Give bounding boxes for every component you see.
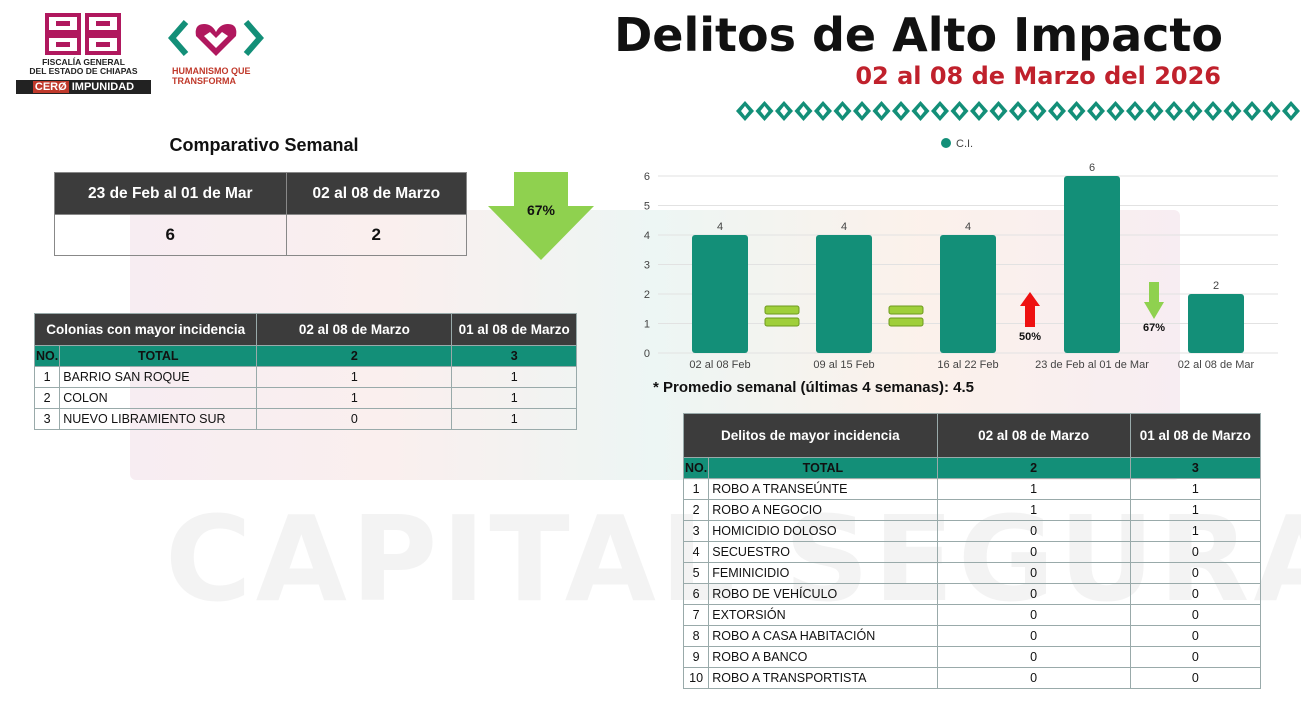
row-curr: 0: [937, 563, 1130, 584]
logo2-line2: TRANSFORMA: [172, 76, 236, 86]
row-no: 5: [684, 563, 709, 584]
delitos-header-curr: 02 al 08 de Marzo: [937, 414, 1130, 458]
total-label: TOTAL: [709, 458, 937, 479]
row-no: 6: [684, 584, 709, 605]
row-curr: 0: [937, 647, 1130, 668]
table-row: [35, 367, 577, 388]
table-row: [684, 521, 1261, 542]
row-prev: 0: [1130, 626, 1260, 647]
row-name: COLON: [60, 388, 257, 409]
data-label: 6: [1088, 162, 1096, 174]
delitos-header-prev: 01 al 08 de Marzo: [1130, 414, 1260, 458]
total-label: TOTAL: [60, 346, 257, 367]
table-row: [684, 479, 1261, 500]
comp-header-prev: 23 de Feb al 01 de Mar: [55, 173, 287, 215]
row-no: 9: [684, 647, 709, 668]
up-arrow-icon: [1020, 292, 1040, 327]
table-row: [35, 388, 577, 409]
row-name: BARRIO SAN ROQUE: [60, 367, 257, 388]
row-prev: 1: [452, 409, 577, 430]
x-tick-label: 23 de Feb al 01 de Mar: [1035, 359, 1149, 371]
row-no: 3: [684, 521, 709, 542]
legend-swatch: [941, 138, 951, 148]
row-name: EXTORSIÓN: [709, 605, 937, 626]
table-total-row: [684, 458, 1261, 479]
row-no: 7: [684, 605, 709, 626]
promedio-text: * Promedio semanal (últimas 4 semanas): 4.5: [653, 379, 974, 396]
decorative-band: [734, 100, 1301, 122]
total-prev: 3: [1130, 458, 1260, 479]
row-curr: 0: [937, 521, 1130, 542]
fiscalia-emblem-icon: [44, 12, 122, 56]
row-curr: 1: [937, 479, 1130, 500]
down-arrow-icon: [1144, 282, 1164, 319]
logo2-line1: HUMANISMO QUE: [172, 66, 251, 76]
row-no: 10: [684, 668, 709, 689]
comp-value-prev: 6: [55, 215, 287, 256]
table-row: [35, 409, 577, 430]
equal-icon: [765, 318, 799, 326]
colonias-header-curr: 02 al 08 de Marzo: [257, 314, 452, 346]
x-tick-label: 02 al 08 Feb: [689, 359, 751, 371]
colonias-table: [34, 313, 577, 430]
humanismo-logo: [168, 14, 268, 94]
comparativo-title: Comparativo Semanal: [169, 135, 359, 155]
row-name: NUEVO LIBRAMIENTO SUR: [60, 409, 257, 430]
y-tick-label: 2: [643, 289, 650, 301]
total-no: NO.: [684, 458, 709, 479]
colonias-header-prev: 01 al 08 de Marzo: [452, 314, 577, 346]
x-tick-label: 09 al 15 Feb: [813, 359, 875, 371]
x-tick-label: 16 al 22 Feb: [937, 359, 999, 371]
y-tick-label: 0: [643, 348, 650, 360]
row-prev: 1: [1130, 521, 1260, 542]
bar: [940, 235, 996, 353]
org-line2: DEL ESTADO DE CHIAPAS: [29, 66, 138, 76]
row-prev: 0: [1130, 563, 1260, 584]
row-prev: 1: [1130, 479, 1260, 500]
row-prev: 0: [1130, 668, 1260, 689]
fiscalia-logo: [16, 12, 151, 96]
comparativo-table: [54, 172, 467, 256]
y-tick-label: 5: [643, 200, 650, 213]
row-curr: 0: [937, 542, 1130, 563]
table-row: [684, 647, 1261, 668]
y-tick-label: 1: [643, 318, 650, 331]
row-prev: 1: [452, 388, 577, 409]
org-slogan: [16, 80, 151, 94]
org-slogan-b: IMPUNIDAD: [71, 81, 135, 93]
row-no: 3: [35, 409, 60, 430]
comp-change-label: 67%: [526, 202, 556, 218]
row-prev: 0: [1130, 584, 1260, 605]
row-name: FEMINICIDIO: [709, 563, 937, 584]
row-no: 2: [35, 388, 60, 409]
row-prev: 0: [1130, 605, 1260, 626]
table-row: [684, 584, 1261, 605]
table-row: [684, 542, 1261, 563]
row-prev: 1: [1130, 500, 1260, 521]
row-no: 1: [35, 367, 60, 388]
comp-header-curr: 02 al 08 de Marzo: [286, 173, 466, 215]
total-no: NO.: [35, 346, 60, 367]
data-label: 4: [716, 221, 724, 233]
equal-icon: [889, 318, 923, 326]
row-curr: 0: [257, 409, 452, 430]
y-tick-label: 6: [643, 171, 650, 183]
y-tick-label: 4: [643, 230, 650, 242]
row-curr: 1: [937, 500, 1130, 521]
colonias-header-name: Colonias con mayor incidencia: [35, 314, 257, 346]
row-no: 4: [684, 542, 709, 563]
row-name: ROBO A CASA HABITACIÓN: [709, 626, 937, 647]
bar: [692, 235, 748, 353]
equal-icon: [889, 306, 923, 314]
row-name: SECUESTRO: [709, 542, 937, 563]
row-name: HOMICIDIO DOLOSO: [709, 521, 937, 542]
weekly-bar-chart: [636, 130, 1286, 375]
row-name: ROBO A NEGOCIO: [709, 500, 937, 521]
comp-value-curr: 2: [286, 215, 466, 256]
row-no: 1: [684, 479, 709, 500]
row-no: 2: [684, 500, 709, 521]
data-label: 4: [964, 221, 972, 233]
row-curr: 0: [937, 626, 1130, 647]
delitos-header-name: Delitos de mayor incidencia: [684, 414, 938, 458]
row-curr: 1: [257, 388, 452, 409]
page-subtitle: 02 al 08 de Marzo del 2026: [855, 62, 1221, 90]
down-arrow-icon: [486, 172, 596, 262]
row-curr: 0: [937, 584, 1130, 605]
y-tick-label: 3: [643, 259, 650, 272]
row-curr: 0: [937, 605, 1130, 626]
data-label: 4: [840, 221, 848, 233]
data-label: 2: [1212, 280, 1220, 292]
org-slogan-a: CERØ: [34, 81, 67, 93]
row-prev: 1: [452, 367, 577, 388]
bar: [1188, 294, 1244, 353]
indicator-label: 50%: [1018, 331, 1042, 343]
table-total-row: [35, 346, 577, 367]
row-name: ROBO A TRANSPORTISTA: [709, 668, 937, 689]
legend-label: C.I.: [956, 138, 974, 150]
indicator-label: 67%: [1142, 322, 1166, 334]
bar: [816, 235, 872, 353]
table-row: [684, 668, 1261, 689]
x-tick-label: 02 al 08 de Mar: [1177, 359, 1255, 371]
bar: [1064, 176, 1120, 353]
row-name: ROBO DE VEHÍCULO: [709, 584, 937, 605]
table-row: [684, 563, 1261, 584]
table-row: [684, 605, 1261, 626]
row-curr: 0: [937, 668, 1130, 689]
row-name: ROBO A BANCO: [709, 647, 937, 668]
row-prev: 0: [1130, 647, 1260, 668]
table-row: [684, 626, 1261, 647]
row-curr: 1: [257, 367, 452, 388]
table-row: [684, 500, 1261, 521]
total-curr: 2: [257, 346, 452, 367]
total-curr: 2: [937, 458, 1130, 479]
row-name: ROBO A TRANSEÚNTE: [709, 479, 937, 500]
row-prev: 0: [1130, 542, 1260, 563]
delitos-table: [683, 413, 1261, 689]
org-line1: FISCALÍA GENERAL: [42, 57, 125, 67]
equal-icon: [765, 306, 799, 314]
total-prev: 3: [452, 346, 577, 367]
page-title: Delitos de Alto Impacto: [614, 8, 1223, 62]
heart-emblem-icon: [168, 14, 264, 64]
row-no: 8: [684, 626, 709, 647]
